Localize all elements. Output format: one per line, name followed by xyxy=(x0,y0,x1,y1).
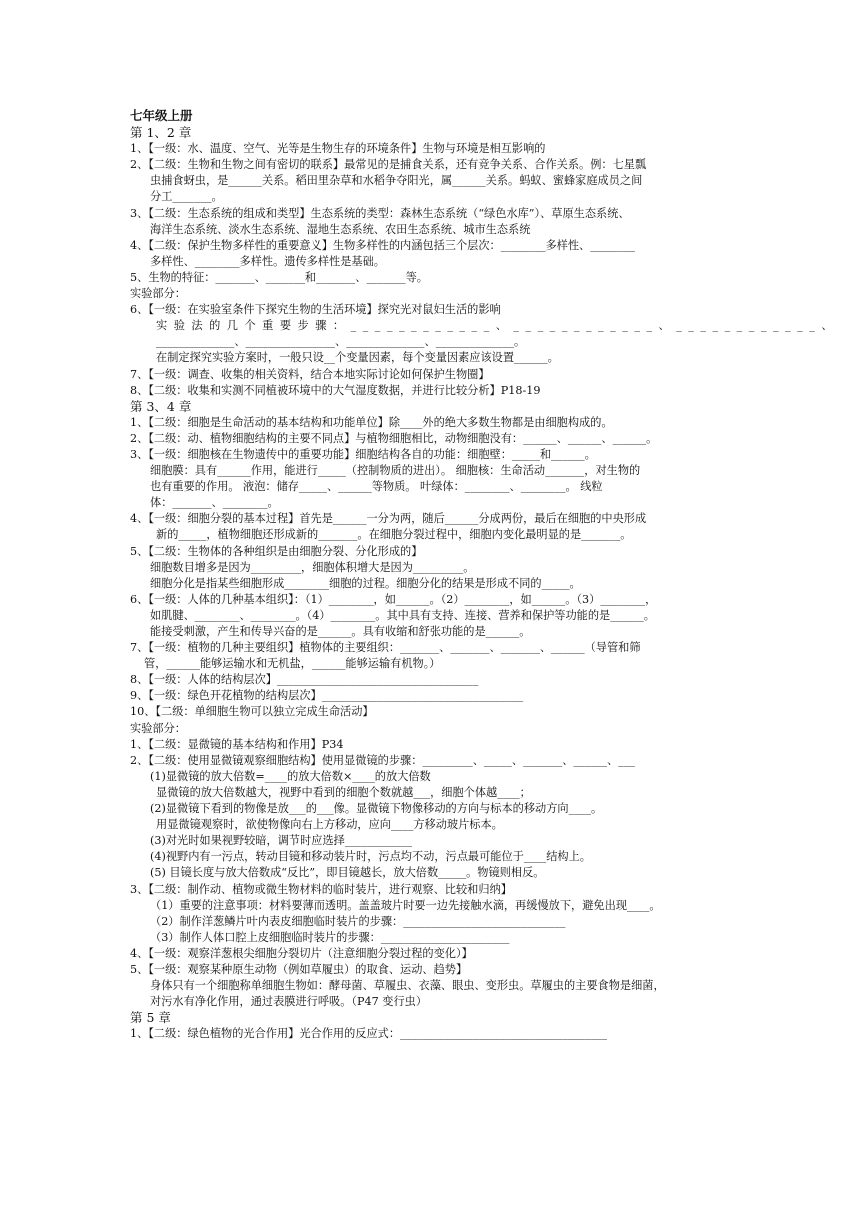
text-line: 8、【二级：收集和实测不同植被环境中的大气湿度数据，并进行比较分析】P18-19 xyxy=(130,383,541,397)
text-line: (2)显微镜下看到的物像是放___的___像。显微镜下物像移动的方向与标本的移动方向____。 xyxy=(150,802,603,816)
text-line: 4、【一级：细胞分裂的基本过程】首先是______一分为两，随后______分成两份，最后在细胞的中央形成 xyxy=(130,512,647,526)
text-line: 实验法的几个重要步骤：____________、____________、____________、 xyxy=(156,319,840,333)
text-line: (3)对光时如果视野较暗，调节时应选择____________ xyxy=(150,834,412,848)
text-line: 3、【一级：细胞核在生物遗传中的重要功能】细胞结构各自的功能：细胞壁：_____和______。 xyxy=(130,447,596,461)
text-line: (5) 目镜长度与放大倍数成“反比”，即目镜越长，放大倍数_____。物镜则相反。 xyxy=(150,866,545,880)
text-line: 8、【一级：人体的结构层次】____________________________________ xyxy=(130,673,479,687)
text-line: ______________、________________、______________、______________。 xyxy=(156,335,526,349)
text-line: 2、【二级：生物和生物之间有密切的联系】最常见的是捕食关系，还有竞争关系、合作关系。例：七星瓢 xyxy=(130,158,647,172)
text-line: 用显微镜观察时，欲使物像向右上方移动，应向____方移动玻片标本。 xyxy=(156,818,503,832)
text-line: 实验部分： xyxy=(130,721,186,735)
text-line: 2、【二级：动、植物细胞结构的主要不同点】与植物细胞相比，动物细胞没有：______、______、______。 xyxy=(130,431,658,445)
text-line: 4、【二级：保护生物多样性的重要意义】生物多样性的内涵包括三个层次：________多样性、________ xyxy=(130,238,635,252)
text-line: 海洋生态系统、淡水生态系统、湿地生态系统、农田生态系统、城市生态系统 xyxy=(150,222,531,236)
text-line: 细胞分化是指某些细胞形成________细胞的过程。细胞分化的结果是形成不同的_____。 xyxy=(150,576,581,590)
text-line: 在制定探究实验方案时，一般只设__个变量因素，每个变量因素应该设置______。 xyxy=(156,351,559,365)
text-line: (1)显微镜的放大倍数=____的放大倍数×____的放大倍数 xyxy=(150,769,431,783)
chapter-heading: 第 3、4 章 xyxy=(130,398,192,414)
text-line: 细胞膜：具有______作用，能进行_____（控制物质的进出）。 细胞核：生命活动_______，对生物的 xyxy=(150,464,641,478)
text-line: 1、【二级：显微镜的基本结构和作用】P34 xyxy=(130,737,344,751)
text-line: 6、【一级：人体的几种基本组织】：（1）________，如______。（2）________，如______。（3）________， xyxy=(130,592,657,606)
text-line: 体：_______、________。 xyxy=(150,496,279,510)
text-line: 6、【一级：在实验室条件下探究生物的生活环境】探究光对鼠妇生活的影响 xyxy=(130,303,501,317)
text-line: 如肌腱、________、________。（4）________。其中具有支持、连接、营养和保护等功能的是______。 xyxy=(150,608,655,622)
text-line: 1、【一级：水、温度、空气、光等是生物生存的环境条件】生物与环境是相互影响的 xyxy=(130,142,546,156)
text-line: 5、【一级：观察某种原生动物（例如草履虫）的取食、运动、趋势】 xyxy=(130,962,468,976)
chapter-heading: 第 5 章 xyxy=(130,1010,171,1026)
text-line: （2）制作洋葱鳞片叶内表皮细胞临时装片的步骤：_____________________________ xyxy=(150,914,566,928)
text-line: 新的_____，植物细胞还形成新的_______。在细胞分裂过程中，细胞内变化最明显的是_______。 xyxy=(156,528,632,542)
text-line: 2、【二级：使用显微镜观察细胞结构】使用显微镜的步骤：_________、_____、_______、______、___ xyxy=(130,753,635,767)
text-line: 也有重要的作用。 液泡：储存_____、______等物质。 叶绿体：________、________。 线粒 xyxy=(150,480,603,494)
text-line: （3）制作人体口腔上皮细胞临时装片的步骤：_______________________ xyxy=(150,930,510,944)
chapter-heading: 第 1、2 章 xyxy=(130,125,192,141)
text-line: 分工_______。 xyxy=(150,190,223,204)
text-line: 显微镜的放大倍数越大，视野中看到的细胞个数就越___，细胞个体越____； xyxy=(156,785,531,799)
text-line: (4)视野内有一污点，转动目镜和移动装片时，污点均不动，污点最可能位于____结构上。 xyxy=(150,850,591,864)
text-line: 实验部分： xyxy=(130,287,186,301)
document-body xyxy=(130,108,840,1042)
text-line: 对污水有净化作用，通过表膜进行呼吸。（P47 变行虫） xyxy=(150,995,428,1009)
text-line: 9、【一级：绿色开花植物的结构层次】____________________________________ xyxy=(130,689,524,703)
page-title: 七年级上册 xyxy=(130,108,193,123)
text-line: 3、【二级：生态系统的组成和类型】生态系统的类型：森林生态系统（“绿色水库”）、草原生态系统、 xyxy=(130,206,630,220)
text-line: 虫捕食蚜虫，是______关系。稻田里杂草和水稻争夺阳光，属______关系。蚂蚁、蜜蜂家庭成员之间 xyxy=(150,174,643,188)
text-line: 1、【二级：绿色植物的光合作用】光合作用的反应式：_____________________________________ xyxy=(130,1027,607,1041)
text-line: 1、【二级：细胞是生命活动的基本结构和功能单位】除____外的绝大多数生物都是由细胞构成的。 xyxy=(130,415,613,429)
text-line: 细胞数目增多是因为_________，细胞体积增大是因为_________。 xyxy=(150,560,475,574)
text-line: 10、【二级：单细胞生物可以独立完成生命活动】 xyxy=(130,705,374,719)
text-line: 身体只有一个细胞称单细胞生物如：酵母菌、草履虫、衣藻、眼虫、变形虫。草履虫的主要食物是细菌， xyxy=(150,979,665,993)
text-line: 多样性、________多样性。遗传多样性是基础。 xyxy=(150,254,385,268)
text-line: （1）重要的注意事项：材料要薄而透明。盖盖玻片时要一边先接触水滴，再缓慢放下，避免出现____。 xyxy=(150,898,661,912)
text-line: 5、生物的特征：_______、_______和_______、_______等。 xyxy=(130,270,428,284)
text-line: 4、【一级：观察洋葱根尖细胞分裂切片（注意细胞分裂过程的变化）】 xyxy=(130,946,473,960)
text-line: 5、【二级：生物体的各种组织是由细胞分裂、分化形成的】 xyxy=(130,544,423,558)
text-line: 能接受刺激，产生和传导兴奋的是______。具有收缩和舒张功能的是______。 xyxy=(150,625,531,638)
text-line: 7、【一级：植物的几种主要组织】植物体的主要组织：_______、_______、_______、______（导管和筛 xyxy=(130,641,641,655)
text-line: 3、【二级：制作动、植物或微生物材料的临时装片，进行观察、比较和归纳】 xyxy=(130,882,512,896)
text-line: 管，______能够运输水和无机盐，______能够运输有机物。） xyxy=(144,657,441,671)
text-line: 7、【一级：调查、收集的相关资料，结合本地实际讨论如何保护生物圈】 xyxy=(130,367,490,381)
